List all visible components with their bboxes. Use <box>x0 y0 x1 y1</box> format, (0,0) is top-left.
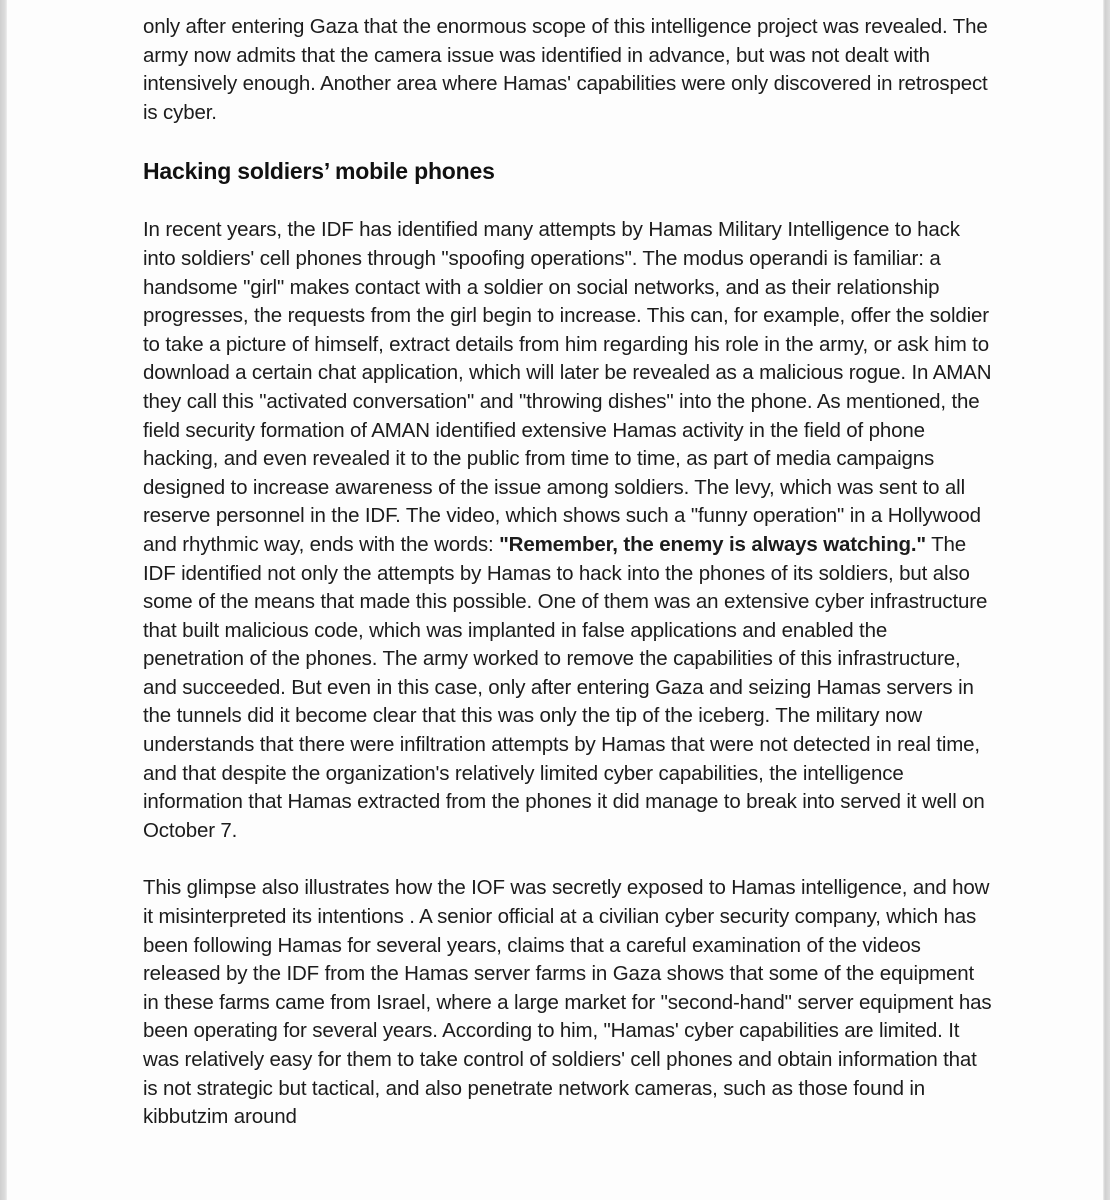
intro-paragraph: only after entering Gaza that the enormous scope of this intelligence project was revealed. The army now admits that the camera issue was identified in advance, but was not dealt with intensively enough. Another area where Hamas' capabilities were only discovered in retrospect is cyber. <box>143 15 988 124</box>
article-body <box>143 13 993 1161</box>
paragraph-1-text-end: The IDF identified not only the attempts by Hamas to hack into the phones of its soldiers, but also some of the means that made this possible. One of them was an extensive cyber infrastructure that built malicious code, which was implanted in false applications and enabled the penetration of the phones. The army worked to remove the capabilities of this infrastructure, and succeeded. But even in this case, only after entering Gaza and seizing Hamas servers in the tunnels did it become clear that this was only the tip of the iceberg. The military now understands that there were infiltration attempts by Hamas that were not detected in real time, and that despite the organization's relatively limited cyber capabilities, the intelligence information that Hamas extracted from the phones it did manage to break into served it well on October 7. <box>143 532 988 842</box>
bold-quote: "Remember, the enemy is always watching." <box>499 532 926 556</box>
section-heading: Hacking soldiers’ mobile phones <box>143 158 495 185</box>
page-edge-left <box>0 0 7 1200</box>
section-paragraph-1 <box>143 216 993 845</box>
page-edge-right <box>1103 0 1110 1200</box>
document-page <box>7 0 1103 1200</box>
paragraph-1-text-start: In recent years, the IDF has identified many attempts by Hamas Military Intelligence to hack into soldiers' cell phones through "spoofing operations". The modus operandi is familiar: a handsome "girl" makes contact with a soldier on social networks, and as their relationship progresses, the requests from the girl begin to increase. This can, for example, offer the soldier to take a picture of himself, extract details from him regarding his role in the army, or ask him to download a certain chat application, which will later be revealed as a malicious rogue. In AMAN they call this "activated conversation" and "throwing dishes" into the phone. As mentioned, the field security formation of AMAN identified extensive Hamas activity in the field of phone hacking, and even revealed it to the public from time to time, as part of media campaigns designed to increase awareness of the issue among soldiers. The levy, which was sent to all reserve personnel in the IDF. The video, which shows such a "funny operation" in a Hollywood and rhythmic way, ends with the words: <box>143 218 992 556</box>
section-paragraph-2: This glimpse also illustrates how the IOF was secretly exposed to Hamas intelligence, and how it misinterpreted its intentions . A senior official at a civilian cyber security company, which has been following Hamas for several years, claims that a careful examination of the videos released by the IDF from the Hamas server farms in Gaza shows that some of the equipment in these farms came from Israel, where a large market for "second-hand" server equipment has been operating for several years. According to him, "Hamas' cyber capabilities are limited. It was relatively easy for them to take control of soldiers' cell phones and obtain information that is not strategic but tactical, and also penetrate network cameras, such as those found in kibbutzim around <box>143 876 992 1129</box>
